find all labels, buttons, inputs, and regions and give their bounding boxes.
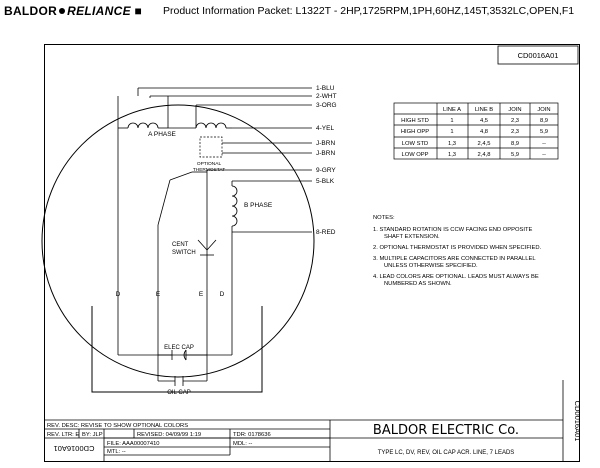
table-cell: 2,4,5 xyxy=(477,141,491,147)
company-name: BALDOR ELECTRIC Co. xyxy=(372,423,520,438)
cent-label: CENT xyxy=(172,242,189,248)
table-cell: LOW STD xyxy=(401,141,429,147)
thermostat-box xyxy=(200,137,222,157)
table-cell: 1 xyxy=(450,118,454,124)
table-cell: 8,9 xyxy=(510,141,520,147)
lead-label-4: 4-YEL xyxy=(316,125,335,132)
lead-label-9: 9-GRY xyxy=(316,167,336,174)
lead-label-j1: J-BRN xyxy=(316,140,336,147)
lead-lines xyxy=(138,88,312,232)
optional-label: OPTIONAL xyxy=(196,162,222,167)
table-cell: 1,3 xyxy=(447,141,457,147)
drawing-number-top: CD0016A01 xyxy=(517,51,559,60)
file-number: FILE: AAA00007410 xyxy=(107,441,160,447)
table-header-line-b: LINE B xyxy=(474,107,494,113)
packet-title: Product Information Packet: L1322T - 2HP,1725RPM,1PH,60HZ,145T,3532LC,OPEN,F1 xyxy=(163,5,575,17)
table-cell: 8,9 xyxy=(539,118,549,124)
logo-mark-icon: ■ xyxy=(130,4,143,18)
note-4-line-1: 4. LEAD COLORS ARE OPTIONAL. LEADS MUST ALWAYS BE xyxy=(373,274,539,280)
table-cell: 5,9 xyxy=(510,152,520,158)
motor-outline-circle xyxy=(42,105,314,377)
terminal-d-left: D xyxy=(115,291,121,298)
table-cell: 2,4,8 xyxy=(477,152,491,158)
drawing-number-inverted: CD0016A01 xyxy=(53,444,95,453)
thermostat-label: THERMOSTAT xyxy=(192,168,226,173)
lead-label-3: 3-ORG xyxy=(316,102,337,109)
note-3-line-1: 3. MULTIPLE CAPACITORS ARE CONNECTED IN PARALLEL xyxy=(373,256,536,262)
table-cell: 2,3 xyxy=(510,118,520,124)
table-cell: 4,8 xyxy=(479,129,489,135)
table-cell: 1,3 xyxy=(447,152,457,158)
drawing-description: TYPE LC, DV, REV, OIL CAP ACR. LINE, 7 LEADS xyxy=(377,450,515,456)
lead-label-j2: J-BRN xyxy=(316,150,336,157)
terminal-d-right: D xyxy=(219,291,225,298)
note-4-line-2: NUMBERED AS SHOWN. xyxy=(384,281,452,287)
lead-label-2: 2-WHT xyxy=(316,93,337,100)
note-1-line-1: 1. STANDARD ROTATION IS CCW FACING END OPPOSITE xyxy=(373,227,533,233)
lead-label-5: 5-BLK xyxy=(316,178,335,185)
drawing-number-side: CD0016A01 xyxy=(573,400,582,442)
table-cell: HIGH STD xyxy=(401,118,429,124)
table-cell: LOW OPP xyxy=(401,152,429,158)
lead-label-8: 8-RED xyxy=(316,229,336,236)
notes-title: NOTES: xyxy=(373,215,395,221)
oil-cap-label: OIL CAP xyxy=(167,390,191,396)
table-header-join-1: JOIN xyxy=(508,107,522,113)
note-3-line-2: UNLESS OTHERWISE SPECIFIED. xyxy=(384,263,478,269)
revised-date: REVISED: 04/09/99 1:19 xyxy=(137,432,202,438)
table-header-join-2: JOIN xyxy=(537,107,551,113)
mdl-value: MDL: -- xyxy=(233,441,253,447)
table-cell: 2,3 xyxy=(510,129,520,135)
logo-baldor-text: BALDOR xyxy=(4,4,58,18)
terminal-e-1: E xyxy=(155,291,161,298)
table-cell: HIGH OPP xyxy=(400,129,430,135)
b-phase-winding xyxy=(232,181,237,232)
logo-reliance-text: RELIANCE xyxy=(67,4,131,18)
a-phase-winding xyxy=(118,88,232,128)
a-phase-label: A PHASE xyxy=(148,131,176,138)
lead-labels xyxy=(316,85,337,236)
note-1-line-2: SHAFT EXTENSION. xyxy=(384,234,440,240)
elec-cap-label: ELEC CAP xyxy=(164,345,194,351)
terminal-e-2: E xyxy=(198,291,204,298)
table-cell: -- xyxy=(542,152,546,158)
tdr-number: TDR: 0178636 xyxy=(233,432,271,438)
switch-label: SWITCH xyxy=(172,250,196,256)
table-cell: 5,9 xyxy=(539,129,549,135)
rev-ltr: REV. LTR: E xyxy=(47,432,80,438)
notes-block xyxy=(373,215,542,287)
lead-label-1: 1-BLU xyxy=(316,85,335,92)
table-cell: 1 xyxy=(450,129,454,135)
b-phase-label: B PHASE xyxy=(244,202,273,209)
table-cell: 4,5 xyxy=(479,118,489,124)
table-cell: -- xyxy=(542,141,546,147)
connection-table xyxy=(394,103,558,159)
rev-by: BY: JLP xyxy=(82,432,103,438)
mtl-value: MTL: -- xyxy=(107,449,126,455)
rev-desc: REV. DESC: REVISE TO SHOW OPTIONAL COLORS xyxy=(47,423,189,429)
note-2-line-1: 2. OPTIONAL THERMOSTAT IS PROVIDED WHEN SPECIFIED. xyxy=(373,245,542,251)
table-header-line-a: LINE A xyxy=(442,107,462,113)
